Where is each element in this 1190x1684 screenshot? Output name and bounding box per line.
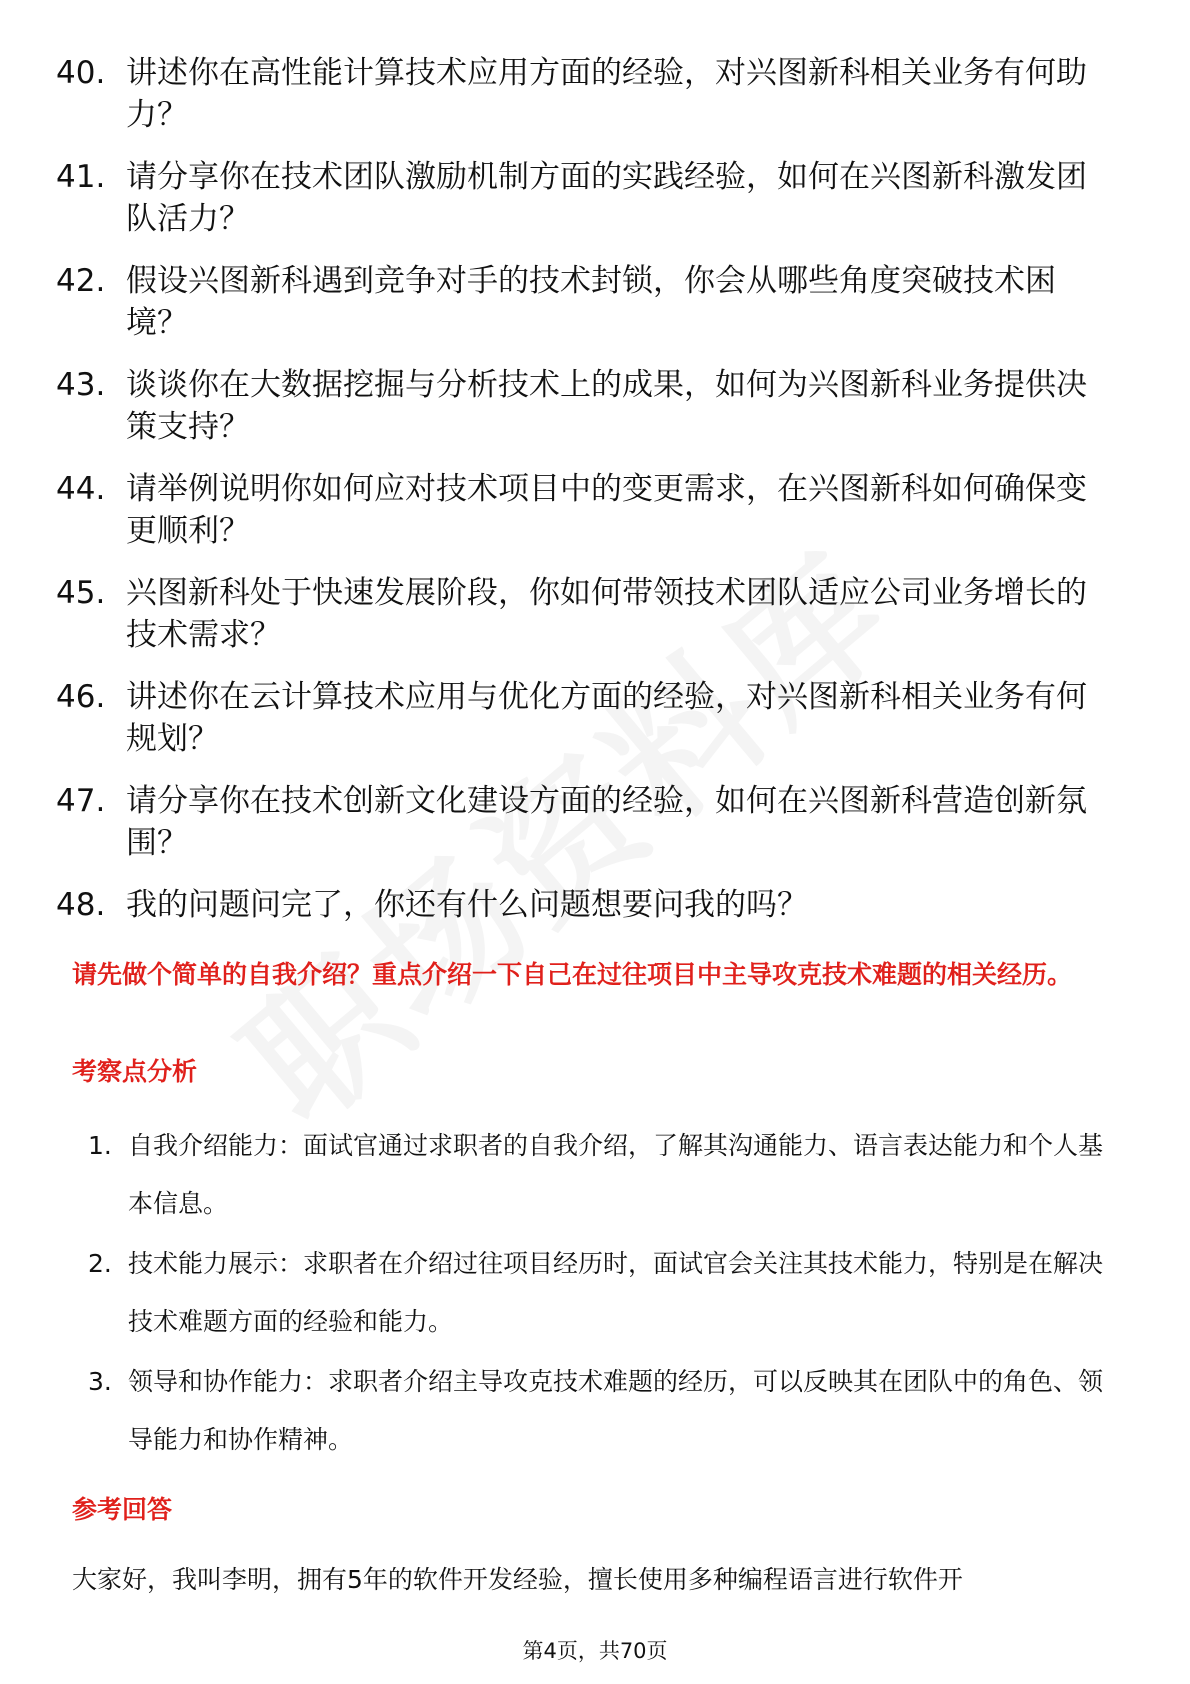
analysis-point-text: 自我介绍能力：面试官通过求职者的自我介绍，了解其沟通能力、语言表达能力和个人基本信息。	[128, 1131, 1104, 1218]
question-number: 41.	[56, 159, 106, 195]
question-text: 兴图新科处于快速发展阶段，你如何带领技术团队适应公司业务增长的技术需求？	[126, 575, 1087, 653]
question-item	[56, 572, 1116, 656]
page-footer: 第4页，共70页	[522, 1639, 668, 1663]
question-text: 谈谈你在大数据挖掘与分析技术上的成果，如何为兴图新科业务提供决策支持？	[126, 367, 1087, 445]
question-item	[56, 676, 1116, 760]
analysis-point-text: 领导和协作能力：求职者介绍主导攻克技术难题的经历，可以反映其在团队中的角色、领导能力和协作精神。	[128, 1367, 1104, 1454]
answer-text: 大家好，我叫李明，拥有5年的软件开发经验，擅长使用多种编程语言进行软件开	[72, 1565, 963, 1594]
analysis-list	[88, 1117, 1118, 1471]
question-number: 40.	[56, 55, 106, 91]
question-item	[56, 468, 1116, 552]
question-number: 48.	[56, 887, 106, 923]
answer-heading: 参考回答	[72, 1495, 173, 1524]
analysis-point-text: 技术能力展示：求职者在介绍过往项目经历时，面试官会关注其技术能力，特别是在解决技术难题方面的经验和能力。	[128, 1249, 1104, 1336]
analysis-point	[88, 1353, 1118, 1469]
question-text: 请举例说明你如何应对技术项目中的变更需求，在兴图新科如何确保变更顺利？	[126, 471, 1087, 549]
question-item	[56, 364, 1116, 448]
question-number: 45.	[56, 575, 106, 611]
question-text: 请分享你在技术创新文化建设方面的经验，如何在兴图新科营造创新氛围？	[126, 783, 1087, 861]
question-text: 讲述你在云计算技术应用与优化方面的经验，对兴图新科相关业务有何规划？	[126, 679, 1087, 757]
question-text: 我的问题问完了，你还有什么问题想要问我的吗？	[126, 887, 808, 923]
analysis-point-number: 3.	[88, 1367, 112, 1396]
question-text: 请分享你在技术团队激励机制方面的实践经验，如何在兴图新科激发团队活力？	[126, 159, 1087, 237]
question-item	[56, 780, 1116, 864]
analysis-point-number: 2.	[88, 1249, 112, 1278]
question-number: 47.	[56, 783, 106, 819]
analysis-heading: 考察点分析	[72, 1057, 198, 1086]
analysis-point	[88, 1235, 1118, 1351]
question-text: 讲述你在高性能计算技术应用方面的经验，对兴图新科相关业务有何助力？	[126, 55, 1087, 133]
question-number: 43.	[56, 367, 106, 403]
question-number: 42.	[56, 263, 106, 299]
question-text: 假设兴图新科遇到竞争对手的技术封锁，你会从哪些角度突破技术困境？	[126, 263, 1056, 341]
question-number: 46.	[56, 679, 106, 715]
question-item	[56, 260, 1116, 344]
analysis-point-number: 1.	[88, 1131, 112, 1160]
question-item	[56, 884, 1116, 926]
question-list	[56, 52, 1116, 946]
question-item	[56, 156, 1116, 240]
analysis-point	[88, 1117, 1118, 1233]
question-number: 44.	[56, 471, 106, 507]
featured-question-heading: 请先做个简单的自我介绍？重点介绍一下自己在过往项目中主导攻克技术难题的相关经历。	[72, 960, 1073, 989]
question-item	[56, 52, 1116, 136]
